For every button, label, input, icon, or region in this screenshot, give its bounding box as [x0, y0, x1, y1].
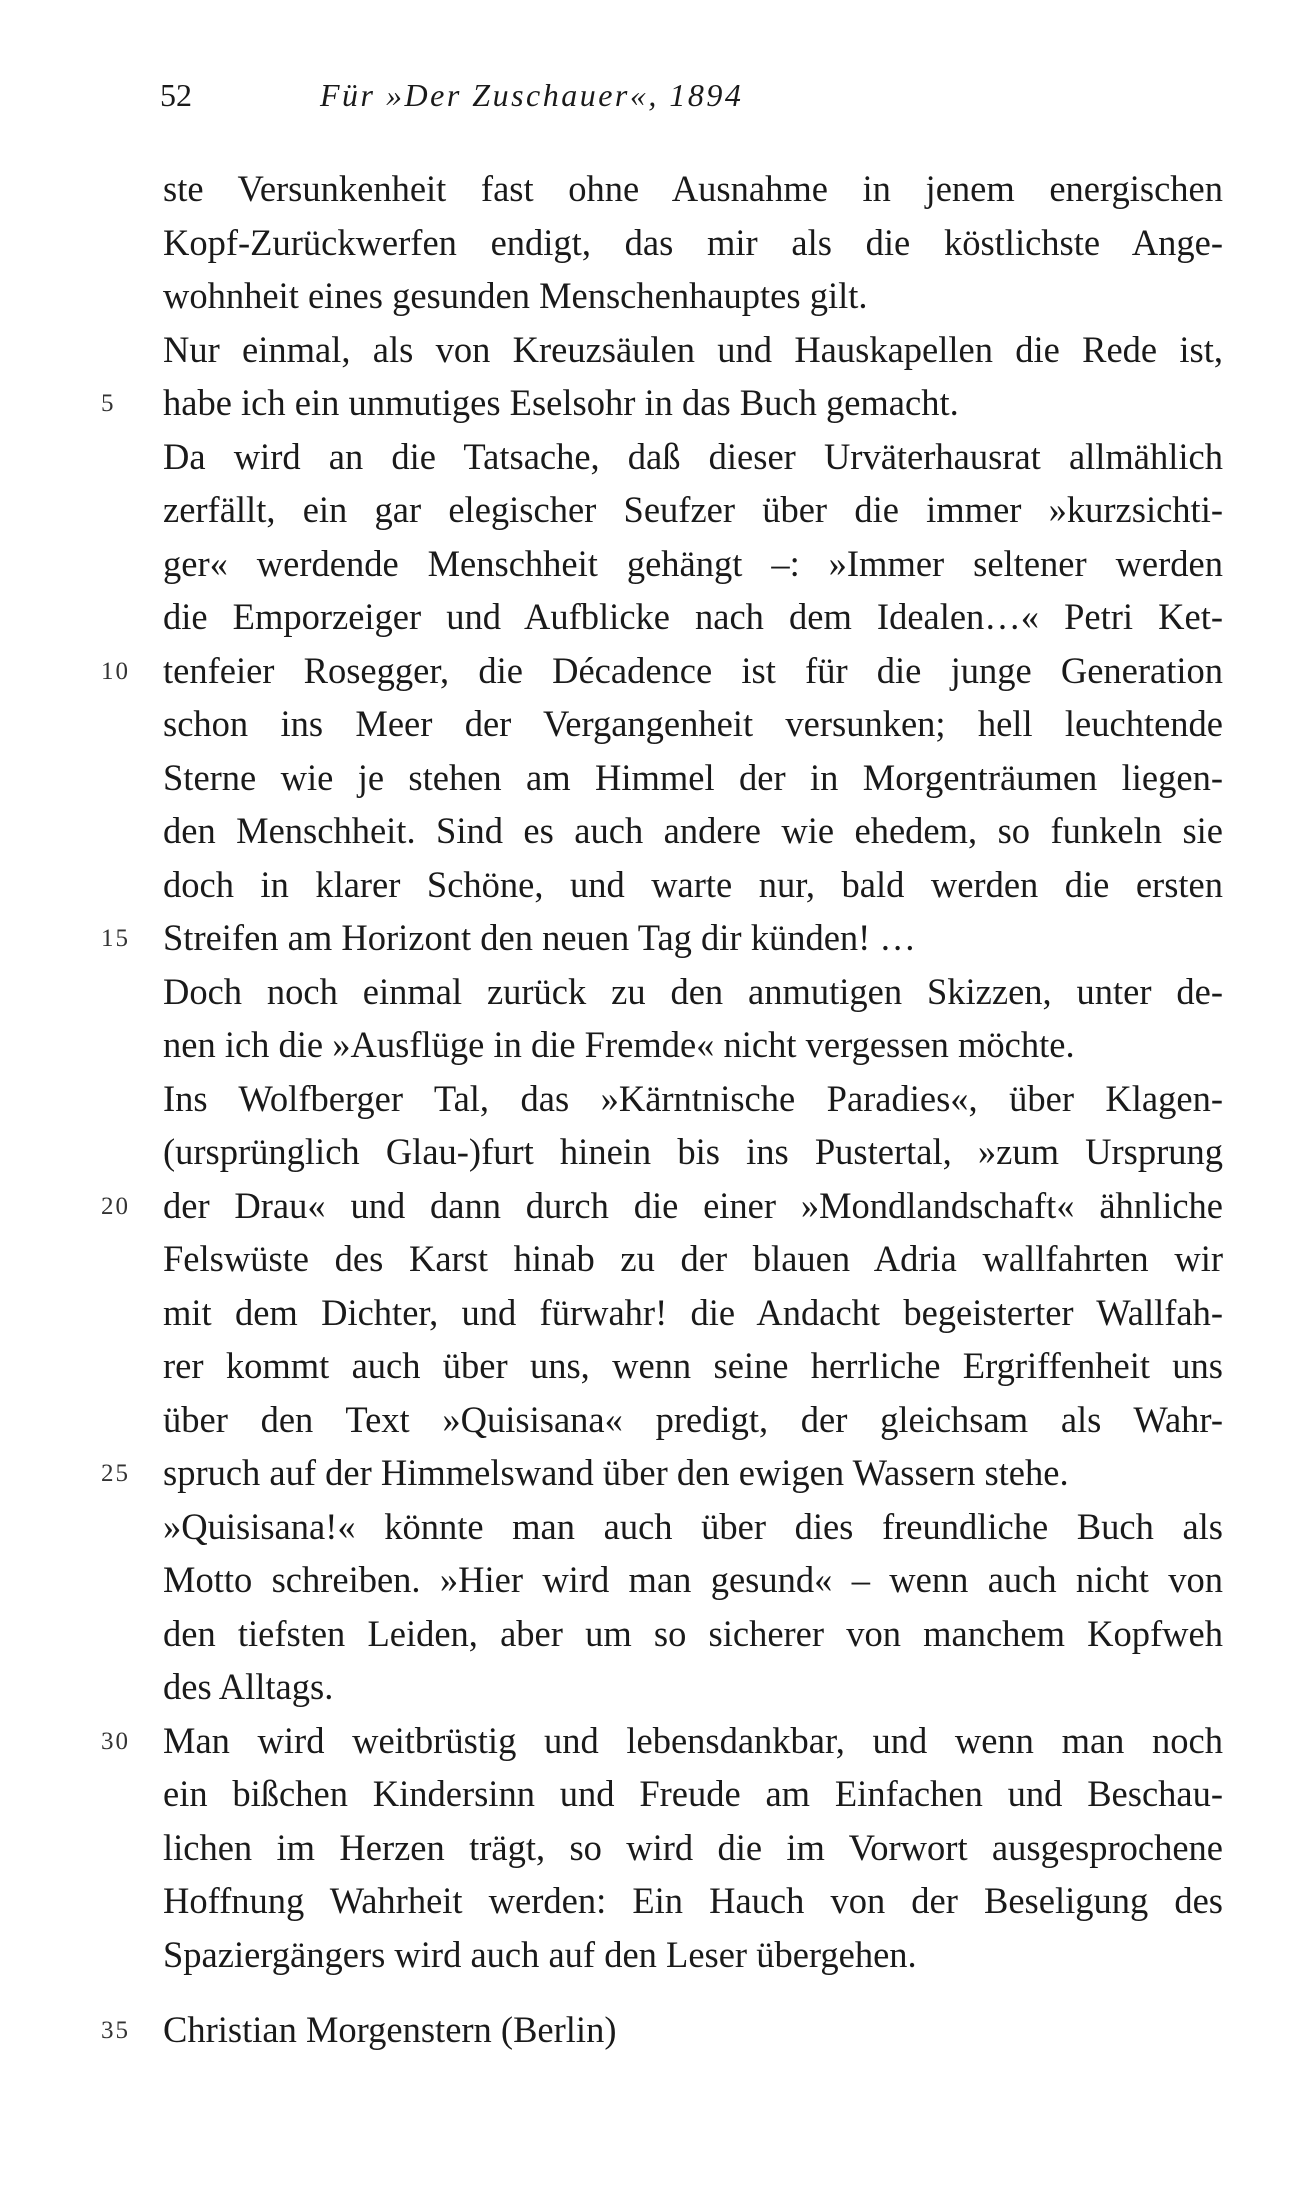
line-number: 10 — [101, 657, 130, 685]
text-line — [101, 1446, 1223, 1500]
line-text: spruch auf der Himmelswand über den ewigen Wassern stehe. — [163, 1452, 1069, 1493]
text-line — [163, 858, 1223, 912]
text-line — [163, 1553, 1223, 1607]
text-line — [163, 1607, 1223, 1661]
text-line — [163, 269, 1223, 323]
text-line — [163, 1500, 1223, 1554]
line-number: 5 — [101, 390, 116, 417]
page-number: 52 — [160, 77, 192, 113]
text-line — [163, 590, 1223, 644]
line-text: wohnheit eines gesunden Menschenhauptes gilt. — [163, 275, 868, 316]
line-text: tenfeier Rosegger, die Décadence ist für die junge Generation — [163, 649, 1223, 691]
line-text: (ursprünglich Glau-)furt hinein bis ins Pustertal, »zum Ursprung — [163, 1131, 1223, 1172]
text-line — [101, 376, 1223, 430]
author-signature: Christian Morgenstern (Berlin) — [163, 2009, 617, 2050]
text-line — [163, 1928, 1223, 1982]
text-line — [163, 1821, 1223, 1875]
running-title: Für »Der Zuschauer«, 1894 — [320, 77, 744, 113]
line-text: zerfällt, ein gar elegischer Seufzer über die immer »kurzsichti- — [163, 489, 1223, 530]
line-text: Streifen am Horizont den neuen Tag dir künden! … — [163, 917, 916, 958]
line-text: Doch noch einmal zurück zu den anmutigen Skizzen, unter de- — [163, 970, 1223, 1012]
text-line — [163, 1339, 1223, 1393]
line-text: Kopf-Zurückwerfen endigt, das mir als die köstlichste Ange- — [163, 221, 1223, 263]
text-line — [163, 697, 1223, 751]
text-line — [163, 323, 1223, 377]
line-text: Motto schreiben. »Hier wird man gesund« – wenn auch nicht von — [163, 1559, 1223, 1600]
line-text: Sterne wie je stehen am Himmel der in Morgenträumen liegen- — [163, 756, 1223, 798]
text-line — [163, 1660, 1223, 1714]
text-line — [163, 1072, 1223, 1126]
line-text: nen ich die »Ausflüge in die Fremde« nicht vergessen möchte. — [163, 1024, 1075, 1065]
text-line — [163, 1018, 1223, 1072]
text-line — [163, 1232, 1223, 1286]
line-text: rer kommt auch über uns, wenn seine herrliche Ergriffenheit uns — [163, 1345, 1223, 1386]
line-text: Nur einmal, als von Kreuzsäulen und Hauskapellen die Rede ist, — [163, 328, 1223, 370]
line-text: ste Versunkenheit fast ohne Ausnahme in jenem energischen — [163, 168, 1223, 209]
line-text: schon ins Meer der Vergangenheit versunken; hell leuchtende — [163, 703, 1223, 744]
line-number: 15 — [101, 925, 130, 952]
text-line — [101, 1179, 1223, 1233]
line-text: Man wird weitbrüstig und lebensdankbar, und wenn man noch — [163, 1719, 1223, 1761]
text-line — [163, 965, 1223, 1019]
text-line — [163, 216, 1223, 270]
line-number: 20 — [101, 1192, 130, 1220]
text-line — [163, 1767, 1223, 1821]
line-text: doch in klarer Schöne, und warte nur, bald werden die ersten — [163, 863, 1223, 905]
line-number: 25 — [101, 1460, 130, 1487]
line-text: »Quisisana!« könnte man auch über dies freundliche Buch als — [163, 1505, 1223, 1547]
line-text: der Drau« und dann durch die einer »Mondlandschaft« ähnliche — [163, 1184, 1223, 1226]
line-text: die Emporzeiger und Aufblicke nach dem Idealen…« Petri Ket- — [163, 596, 1223, 637]
text-line — [101, 911, 1223, 965]
line-text: ein bißchen Kindersinn und Freude am Einfachen und Beschau- — [163, 1773, 1223, 1814]
text-line — [163, 1874, 1223, 1928]
text-line — [101, 644, 1223, 698]
body-text — [101, 162, 1223, 2057]
line-text: mit dem Dichter, und fürwahr! die Andacht begeisterter Wallfah- — [163, 1291, 1223, 1333]
text-line — [101, 1714, 1223, 1768]
line-text: den Menschheit. Sind es auch andere wie ehedem, so funkeln sie — [163, 810, 1223, 851]
text-line — [163, 751, 1223, 805]
line-text: Felswüste des Karst hinab zu der blauen Adria wallfahrten wir — [163, 1238, 1223, 1279]
line-text: den tiefsten Leiden, aber um so sicherer von manchem Kopfweh — [163, 1612, 1223, 1654]
text-line — [163, 483, 1223, 537]
line-text: Spaziergängers wird auch auf den Leser übergehen. — [163, 1933, 917, 1975]
line-text: Hoffnung Wahrheit werden: Ein Hauch von der Beseligung des — [163, 1880, 1223, 1921]
line-text: lichen im Herzen trägt, so wird die im Vorwort ausgesprochene — [163, 1826, 1223, 1868]
text-line — [163, 162, 1223, 216]
line-number: 35 — [101, 2017, 130, 2044]
line-text: habe ich ein unmutiges Eselsohr in das Buch gemacht. — [163, 382, 959, 423]
text-line — [163, 1393, 1223, 1447]
line-text: Da wird an die Tatsache, daß dieser Urväterhausrat allmählich — [163, 435, 1223, 477]
signature-line — [101, 2003, 1223, 2057]
line-text: des Alltags. — [163, 1666, 334, 1707]
text-line — [163, 537, 1223, 591]
line-text: ger« werdende Menschheit gehängt –: »Immer seltener werden — [163, 542, 1223, 584]
line-text: Ins Wolfberger Tal, das »Kärntnische Paradies«, über Klagen- — [163, 1077, 1223, 1119]
text-line — [163, 804, 1223, 858]
text-line — [163, 1125, 1223, 1179]
text-line — [163, 1286, 1223, 1340]
text-line — [163, 430, 1223, 484]
line-text: über den Text »Quisisana« predigt, der gleichsam als Wahr- — [163, 1398, 1223, 1440]
line-number: 30 — [101, 1727, 130, 1755]
